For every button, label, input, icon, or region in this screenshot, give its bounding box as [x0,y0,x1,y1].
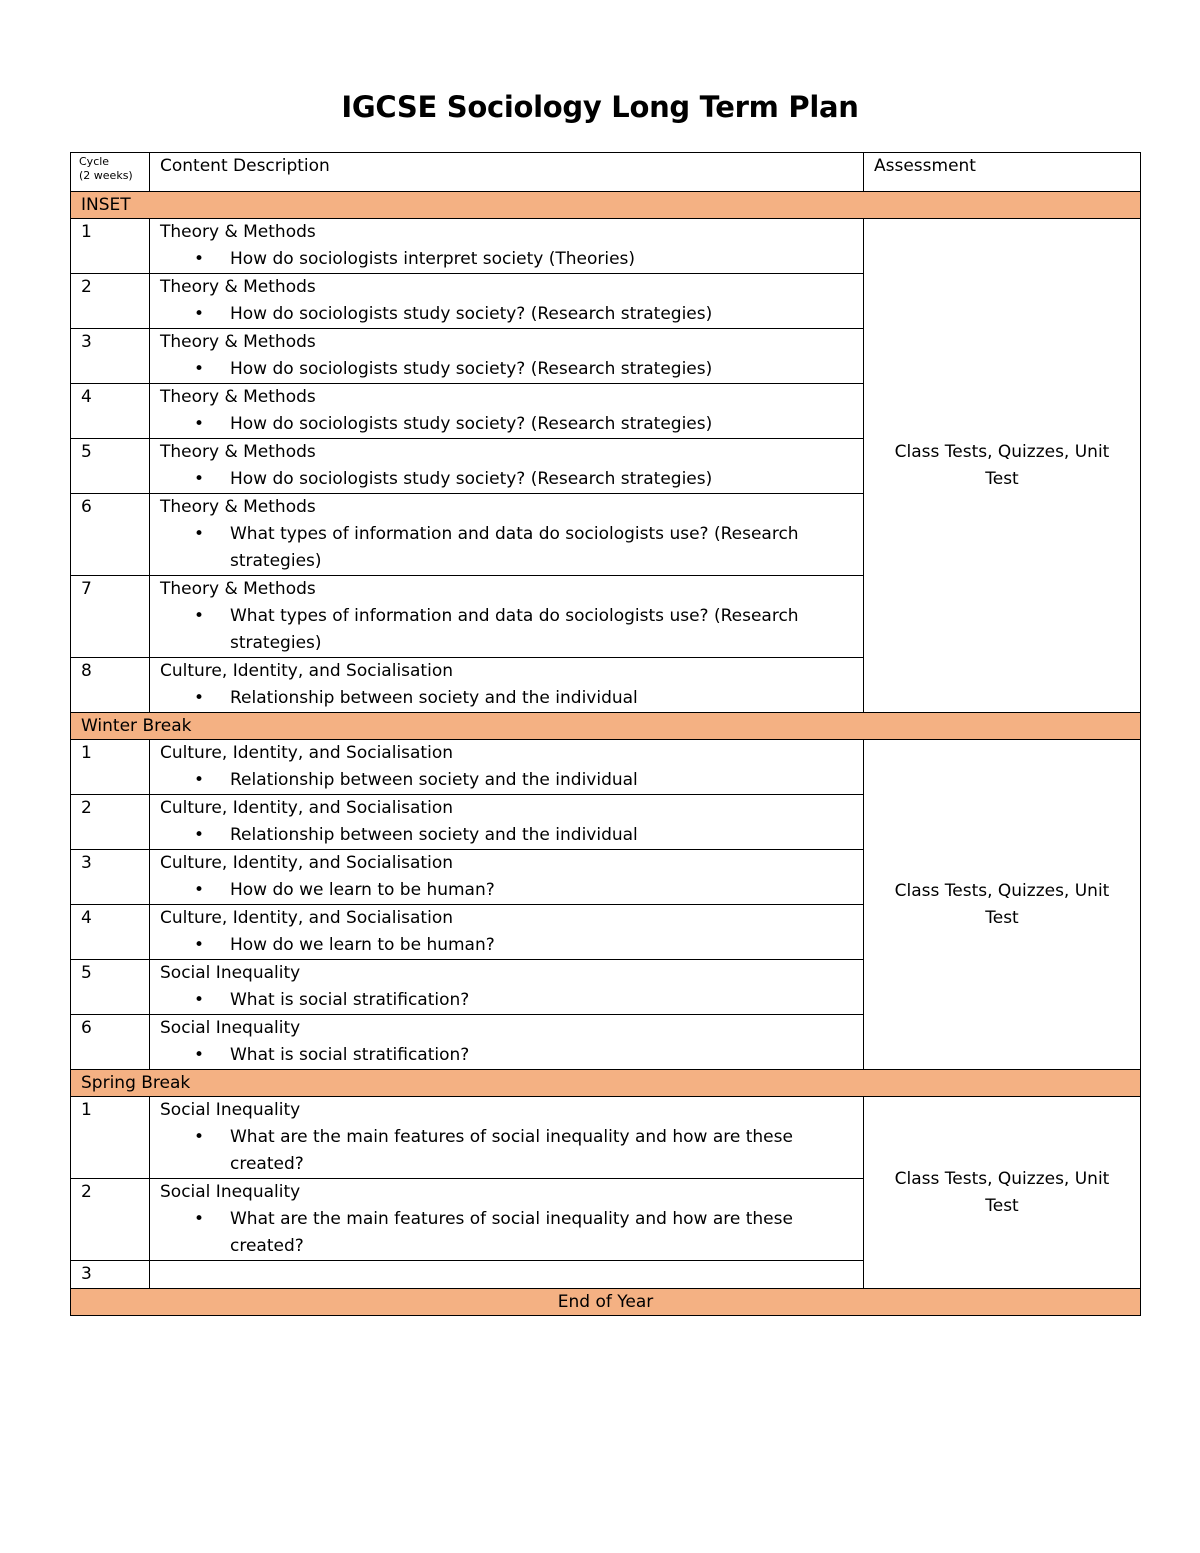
bullet-item [160,466,853,493]
bullet-item [160,301,853,328]
cycle-number: 6 [71,494,150,576]
page-title: IGCSE Sociology Long Term Plan [341,90,859,124]
topic-label: Culture, Identity, and Socialisation [160,798,454,818]
bullet-icon: • [194,825,205,845]
content-header-cell: Content Description [150,153,864,192]
bullet-text: What types of information and data do sociologists use? (Research strategies) [230,606,799,653]
bullet-icon: • [194,770,205,790]
cycle-number: 3 [71,329,150,384]
section-row-spring-break [71,1070,1141,1097]
content-cell [150,494,864,576]
cycle-number: 2 [71,1179,150,1261]
bullet-text: How do we learn to be human? [230,935,495,955]
topic-label: Theory & Methods [160,579,316,599]
section-label: Winter Break [71,713,1141,740]
topic-label: Theory & Methods [160,222,316,242]
content-cell [150,1097,864,1179]
content-cell [150,576,864,658]
content-cell [150,384,864,439]
long-term-plan-table [70,152,1141,1316]
bullet-text: What is social stratification? [230,990,470,1010]
bullet-item [160,877,853,904]
content-cell [150,219,864,274]
bullet-icon: • [194,1209,205,1229]
cycle-number: 1 [71,740,150,795]
bullet-text: Relationship between society and the individual [230,770,638,790]
topic-label: Culture, Identity, and Socialisation [160,853,454,873]
end-of-year-label: End of Year [71,1289,1141,1316]
bullet-item [160,767,853,794]
bullet-item [160,1042,853,1069]
bullet-item [160,685,853,712]
topic-label: Culture, Identity, and Socialisation [160,908,454,928]
cycle-number: 1 [71,219,150,274]
cycle-number: 3 [71,1261,150,1289]
bullet-icon: • [194,606,205,626]
bullet-text: How do sociologists study society? (Research strategies) [230,414,713,434]
section-row-end-of-year [71,1289,1141,1316]
bullet-icon: • [194,359,205,379]
header-row [71,153,1141,192]
cycle-header-cell [71,153,150,192]
assessment-header-cell: Assessment [864,153,1141,192]
bullet-text: Relationship between society and the individual [230,688,638,708]
section-label: Spring Break [71,1070,1141,1097]
cycle-number: 5 [71,960,150,1015]
bullet-text: Relationship between society and the individual [230,825,638,845]
bullet-item [160,603,853,657]
content-cell [150,850,864,905]
content-cell [150,905,864,960]
cycle-number: 2 [71,795,150,850]
content-cell-empty [150,1261,864,1289]
content-cell [150,1015,864,1070]
bullet-item [160,932,853,959]
content-cell [150,795,864,850]
cycle-number: 6 [71,1015,150,1070]
topic-label: Culture, Identity, and Socialisation [160,743,454,763]
bullet-icon: • [194,469,205,489]
topic-label: Theory & Methods [160,497,316,517]
bullet-text: What are the main features of social inequality and how are these created? [230,1209,793,1256]
bullet-icon: • [194,1045,205,1065]
cycle-number: 8 [71,658,150,713]
bullet-item [160,1206,853,1260]
bullet-icon: • [194,1127,205,1147]
table-row [71,1097,1141,1179]
topic-label: Social Inequality [160,1018,301,1038]
content-cell [150,329,864,384]
content-cell [150,960,864,1015]
section-row-winter-break [71,713,1141,740]
bullet-text: How do sociologists study society? (Research strategies) [230,304,713,324]
section-row-inset [71,192,1141,219]
bullet-item [160,411,853,438]
bullet-text: How do sociologists study society? (Research strategies) [230,469,713,489]
cycle-header-label: Cycle [79,155,110,168]
bullet-item [160,246,853,273]
bullet-text: What types of information and data do sociologists use? (Research strategies) [230,524,799,571]
bullet-text: What are the main features of social inequality and how are these created? [230,1127,793,1174]
bullet-icon: • [194,990,205,1010]
section-label: INSET [71,192,1141,219]
bullet-icon: • [194,688,205,708]
content-cell [150,740,864,795]
content-cell [150,1179,864,1261]
cycle-number: 4 [71,384,150,439]
cycle-number: 7 [71,576,150,658]
bullet-icon: • [194,304,205,324]
content-cell [150,274,864,329]
bullet-icon: • [194,524,205,544]
assessment-cell: Class Tests, Quizzes, Unit Test [864,740,1141,1070]
topic-label: Theory & Methods [160,277,316,297]
bullet-item [160,356,853,383]
assessment-cell: Class Tests, Quizzes, Unit Test [864,219,1141,713]
bullet-text: What is social stratification? [230,1045,470,1065]
bullet-item [160,822,853,849]
topic-label: Social Inequality [160,963,301,983]
assessment-cell: Class Tests, Quizzes, Unit Test [864,1097,1141,1289]
bullet-item [160,1124,853,1178]
cycle-number: 4 [71,905,150,960]
bullet-text: How do sociologists interpret society (Theories) [230,249,636,269]
content-cell [150,658,864,713]
topic-label: Social Inequality [160,1182,301,1202]
cycle-number: 5 [71,439,150,494]
table-row [71,740,1141,795]
topic-label: Theory & Methods [160,442,316,462]
cycle-number: 3 [71,850,150,905]
table-row [71,219,1141,274]
bullet-icon: • [194,880,205,900]
cycle-number: 2 [71,274,150,329]
topic-label: Theory & Methods [160,332,316,352]
bullet-text: How do we learn to be human? [230,880,495,900]
bullet-item [160,521,853,575]
cycle-number: 1 [71,1097,150,1179]
topic-label: Culture, Identity, and Socialisation [160,661,454,681]
bullet-icon: • [194,935,205,955]
topic-label: Theory & Methods [160,387,316,407]
bullet-icon: • [194,249,205,269]
bullet-item [160,987,853,1014]
cycle-header-sublabel: (2 weeks) [79,169,133,182]
bullet-text: How do sociologists study society? (Research strategies) [230,359,713,379]
topic-label: Social Inequality [160,1100,301,1120]
content-cell [150,439,864,494]
bullet-icon: • [194,414,205,434]
